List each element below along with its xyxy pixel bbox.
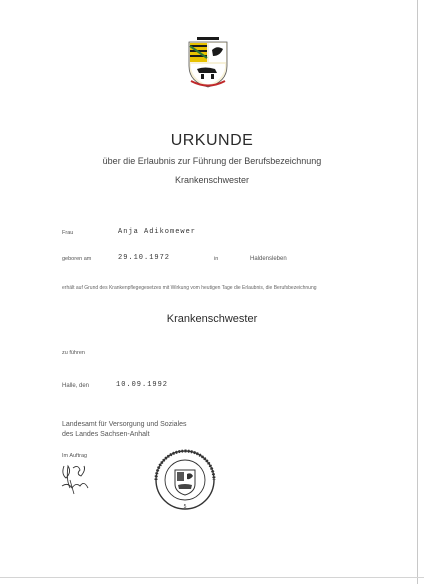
born-label: geboren am	[62, 256, 92, 262]
profession-heading: Krankenschwester	[174, 175, 250, 185]
birth-place-value: Haldensleben	[250, 256, 287, 262]
coat-of-arms-icon	[185, 36, 231, 88]
svg-text:5: 5	[183, 504, 187, 510]
page-edge-bottom	[0, 577, 424, 578]
profession-main: Krankenschwester	[166, 313, 258, 325]
place-prefix: in	[214, 256, 219, 262]
issuing-authority	[62, 420, 187, 440]
handwritten-signature	[58, 458, 92, 498]
certificate-body-text: erhält auf Grund des Krankenpflegegesetzes mit Wirkung vom heutigen Tage die Erlaubnis, die Berufsbezeichnung	[62, 285, 317, 291]
certificate-title: URKUNDE	[170, 132, 254, 149]
place-date-value: 10.09.1992	[116, 381, 169, 389]
page-edge-right	[417, 0, 418, 584]
born-value: 29.10.1972	[118, 254, 171, 262]
official-seal-icon	[153, 448, 217, 512]
authority-line-1: Landesamt für Versorgung und Soziales	[62, 421, 187, 428]
name-label: Frau	[62, 230, 74, 236]
certificate-subtitle: über die Erlaubnis zur Führung der Berufsbezeichnung	[102, 156, 322, 166]
place-date-label: Halle, den	[62, 383, 90, 389]
name-value: Anja Adikomewer	[118, 228, 197, 236]
to-lead-text: zu führen	[62, 350, 85, 356]
authority-line-2: des Landes Sachsen-Anhalt	[62, 431, 150, 438]
on-behalf-text: Im Auftrag	[62, 453, 88, 459]
